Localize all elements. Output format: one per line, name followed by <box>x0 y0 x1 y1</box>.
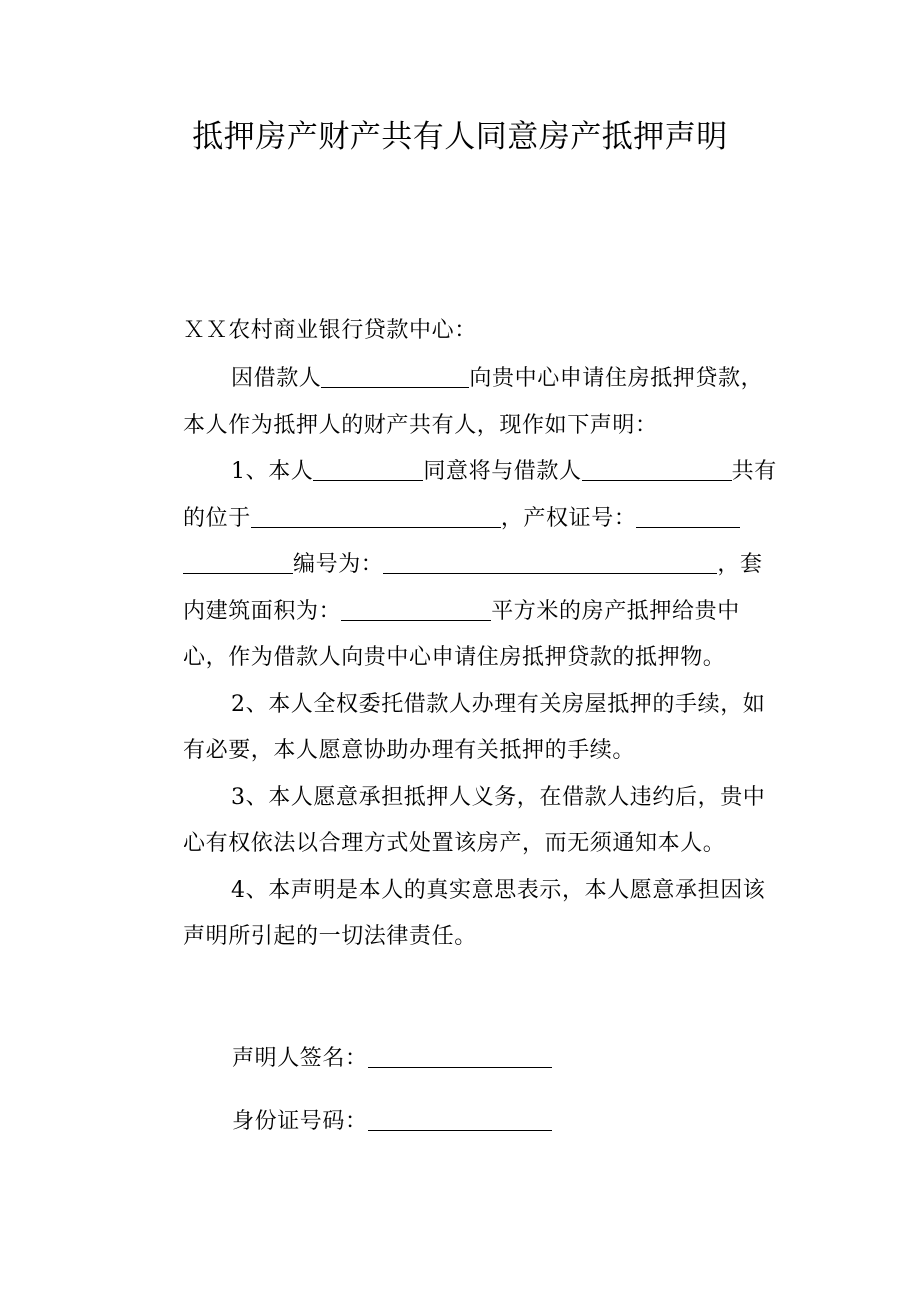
serial-number-blank[interactable] <box>383 547 717 574</box>
co-owner-name-blank[interactable] <box>313 454 423 481</box>
title-cert-number-blank-cont[interactable] <box>183 547 293 574</box>
declaration-body <box>183 356 783 961</box>
item1-text-7: 平方米的房产抵押给贵中心，作为借款人向贵中心申请住房抵押贷款的抵押物。 <box>183 598 740 670</box>
signature-blank[interactable] <box>368 1041 552 1068</box>
intro-text-1: 因借款人 <box>231 366 322 391</box>
addressee: ＸＸ农村商业银行贷款中心： <box>183 318 477 343</box>
page-title: 抵押房产财产共有人同意房产抵押声明 <box>192 119 728 155</box>
property-address-blank[interactable] <box>251 501 501 528</box>
signature-label: 声明人签名： <box>232 1046 368 1071</box>
id-number-blank[interactable] <box>368 1104 552 1131</box>
item1-text-5: 编号为： <box>293 552 384 577</box>
item-1-paragraph <box>183 449 783 682</box>
item-3-paragraph: 3、本人愿意承担抵押人义务，在借款人违约后，贵中心有权依法以合理方式处置该房产，而无须通知本人。 <box>183 784 766 856</box>
item1-text-4: ，产权证号： <box>500 505 637 531</box>
floor-area-blank[interactable] <box>341 594 491 621</box>
item1-text-2: 同意将与借款人 <box>423 459 582 484</box>
id-number-row <box>232 1104 552 1138</box>
title-cert-number-blank[interactable] <box>636 501 740 528</box>
intro-paragraph <box>183 356 783 449</box>
signature-row <box>232 1041 552 1075</box>
item1-text-1: 1、本人 <box>231 459 314 484</box>
borrower-name-blank[interactable] <box>321 361 469 388</box>
id-number-label: 身份证号码： <box>232 1109 368 1134</box>
item1-text-6: ，套内建筑面积为： <box>183 552 763 624</box>
intro-text-2: 向贵中心申请住房抵押贷款，本人作为抵押人的财产共有人，现作如下声明： <box>183 366 764 438</box>
item-2-paragraph: 2、本人全权委托借款人办理有关房屋抵押的手续，如有必要，本人愿意协助办理有关抵押的手续。 <box>183 691 766 763</box>
borrower-name-blank-2[interactable] <box>582 454 732 481</box>
item1-text-3: 共有的位于 <box>183 459 777 531</box>
item-4-paragraph: 4、本声明是本人的真实意思表示，本人愿意承担因该声明所引起的一切法律责任。 <box>183 877 766 949</box>
